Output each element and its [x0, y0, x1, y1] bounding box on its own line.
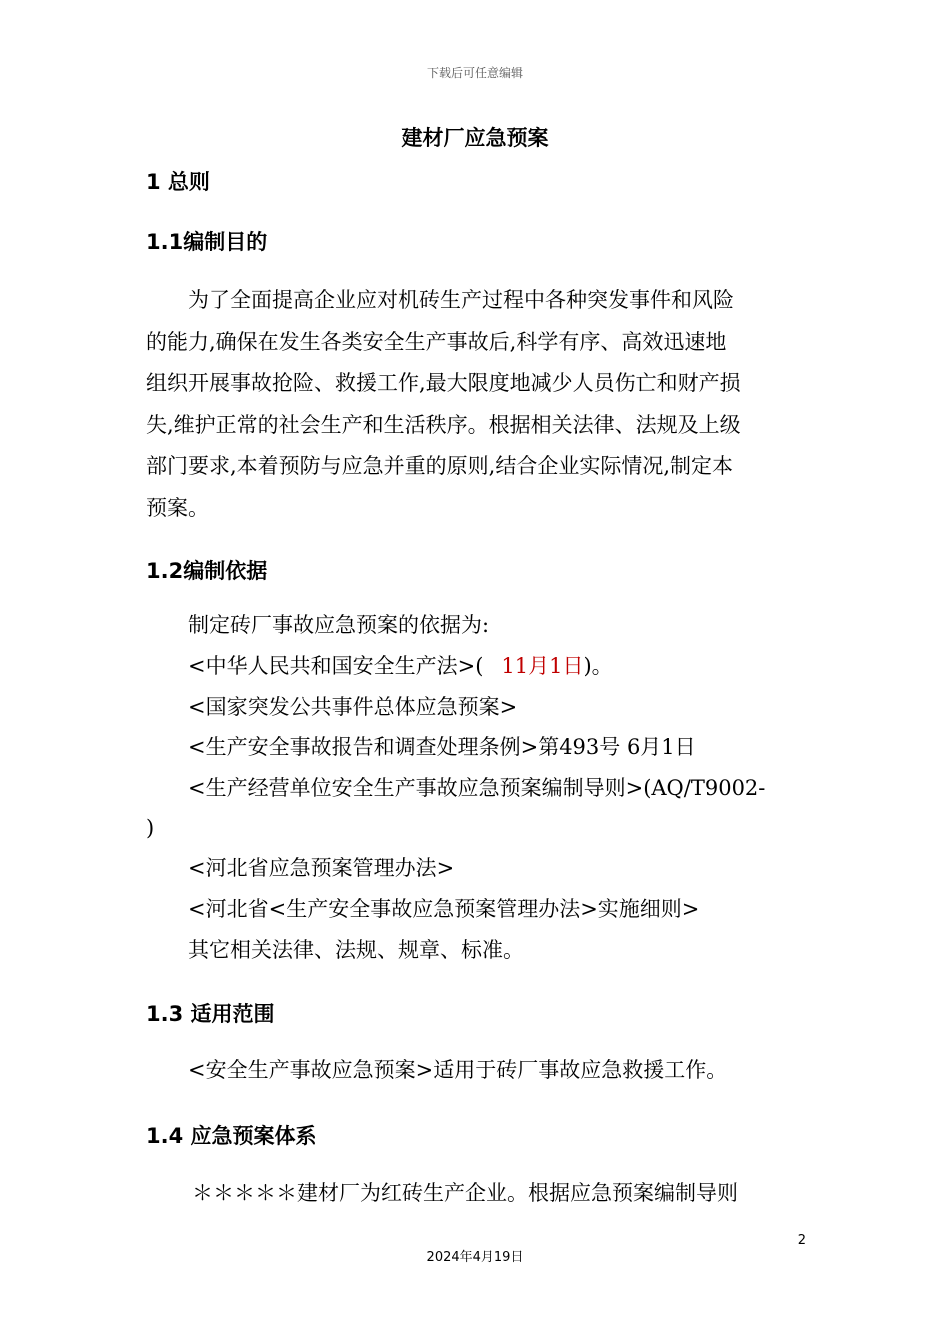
basis-law-1: [188, 646, 613, 687]
basis-law-5: <河北省应急预案管理办法>: [188, 856, 455, 880]
page-number: 2: [797, 1233, 806, 1248]
basis-law-3: <生产安全事故报告和调查处理条例>第493号 6月1日: [188, 735, 696, 759]
scope-text: <安全生产事故应急预案>适用于砖厂事故应急救援工作。: [188, 1058, 728, 1082]
paragraph-line: 为了全面提高企业应对机砖生产过程中各种突发事件和风险: [146, 288, 734, 312]
header-note: 下载后可任意编辑: [426, 66, 523, 80]
law-1-date: 11月1日: [501, 654, 584, 678]
section-1-1-paragraph: [146, 280, 806, 529]
paragraph-line: 的能力,确保在发生各类安全生产事故后,科学有序、高效迅速地: [146, 329, 727, 354]
footer-date: 2024年4月19日: [426, 1250, 524, 1265]
paragraph-line: 组织开展事故抢险、救援工作,最大限度地减少人员伤亡和财产损: [146, 371, 741, 395]
paragraph-line: 部门要求,本着预防与应急并重的原则,结合企业实际情况,制定本: [146, 454, 734, 478]
basis-law-4-continued: ): [146, 816, 155, 840]
basis-law-4: <生产经营单位安全生产事故应急预案编制导则>(AQ/T9002-: [188, 776, 766, 800]
paragraph-line: 预案。: [146, 495, 209, 520]
law-1-title: <中华人民共和国安全生产法>(: [188, 654, 484, 678]
basis-law-6: <河北省<生产安全事故应急预案管理办法>实施细则>: [188, 897, 700, 921]
section-1-1-heading: 1.1编制目的: [146, 230, 268, 254]
section-1-heading: 1 总则: [146, 170, 210, 194]
basis-law-2: <国家突发公共事件总体应急预案>: [188, 695, 518, 719]
law-1-closing: )。: [583, 654, 613, 678]
basis-other: 其它相关法律、法规、规章、标准。: [188, 938, 524, 962]
document-title: 建材厂应急预案: [401, 126, 549, 150]
basis-intro: 制定砖厂事故应急预案的依据为:: [188, 613, 490, 637]
section-1-2-heading: 1.2编制依据: [146, 559, 268, 583]
paragraph-line: 失,维护正常的社会生产和生活秩序。根据相关法律、法规及上级: [146, 412, 741, 437]
section-1-4-heading: 1.4 应急预案体系: [146, 1124, 317, 1148]
system-text: ＊＊＊＊＊建材厂为红砖生产企业。根据应急预案编制导则: [192, 1181, 738, 1205]
section-1-3-heading: 1.3 适用范围: [146, 1002, 275, 1026]
